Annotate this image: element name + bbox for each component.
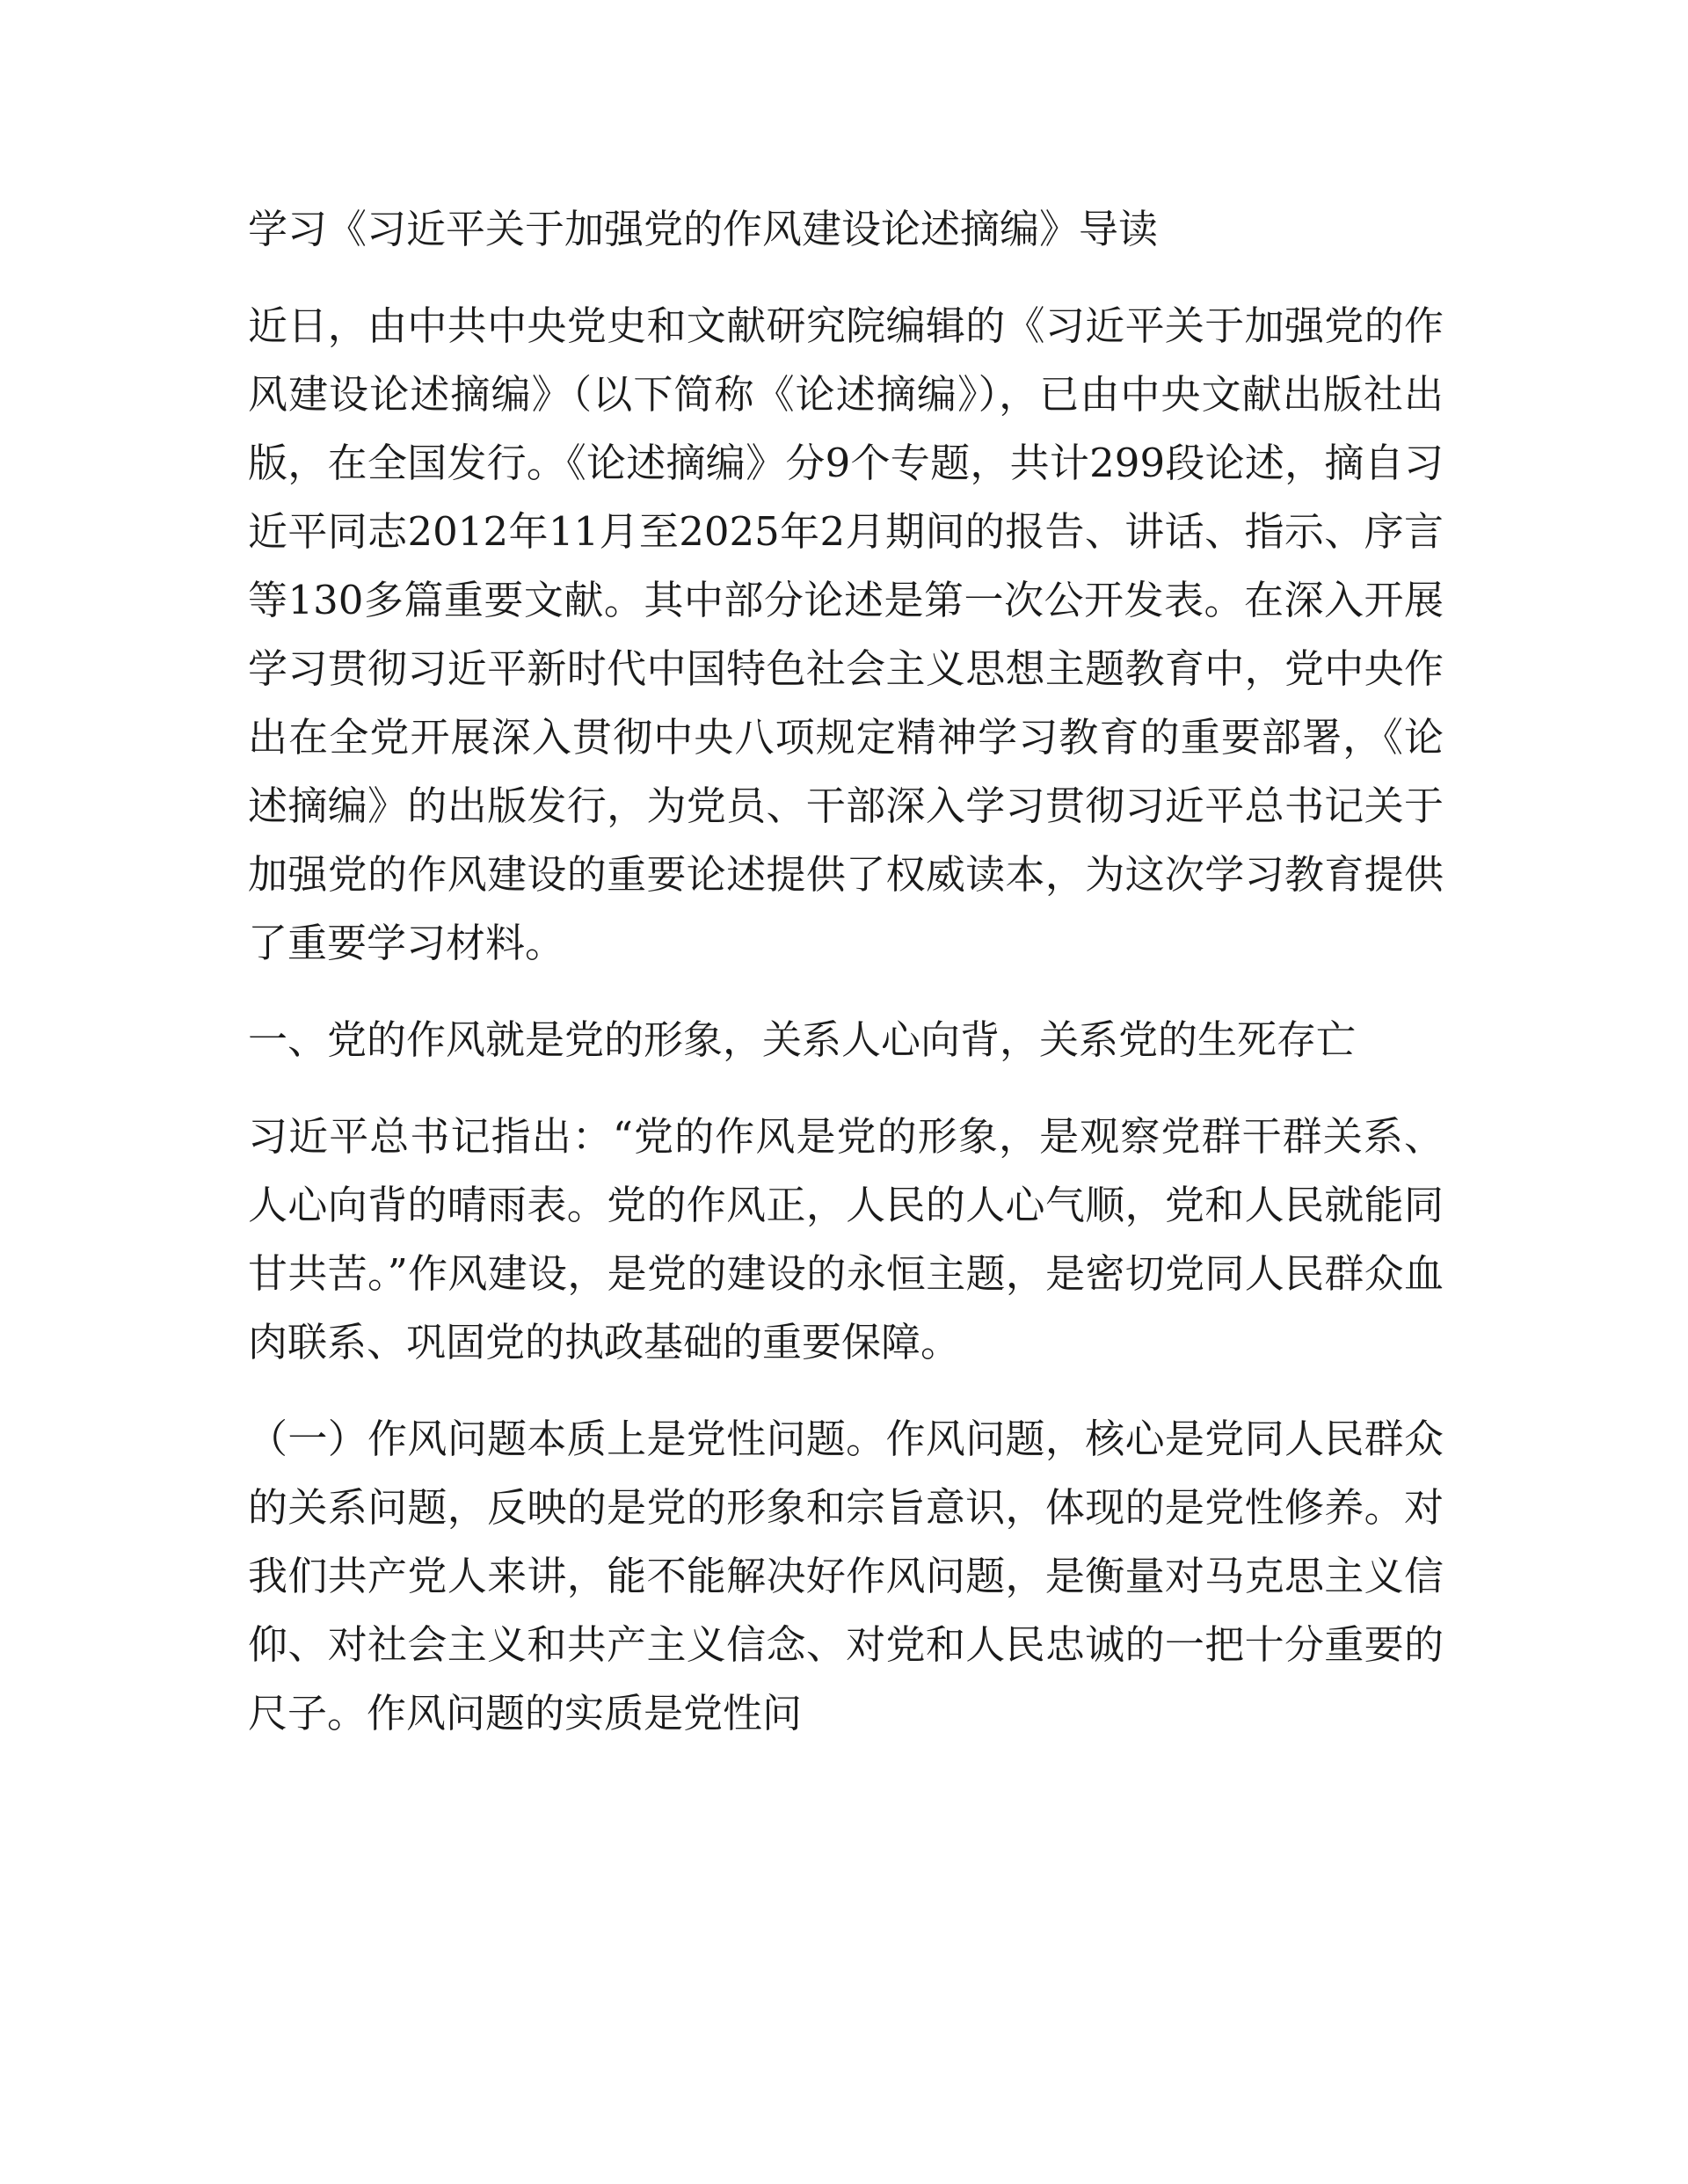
section-heading-1: 一、党的作风就是党的形象，关系人心向背，关系党的生死存亡: [248, 1016, 1357, 1063]
document-title: 学习《习近平关于加强党的作风建设论述摘编》导读: [248, 206, 1159, 252]
intro-paragraph: 近日，由中共中央党史和文献研究院编辑的《习近平关于加强党的作风建设论述摘编》（以下简称《论述摘编》），已由中央文献出版社出版，在全国发行。《论述摘编》分9个专题，共计299段论述，摘自习近平同志2012年11月至2025年2月期间的报告、讲话、指示、序言等130多篇重要文献。其中部分论述是第一次公开发表。在深入开展学习贯彻习近平新时代中国特色社会主义思想主题教育中，党中央作出在全党开展深入贯彻中央八项规定精神学习教育的重要部署，《论述摘编》的出版发行，为党员、干部深入学习贯彻习近平总书记关于加强党的作风建设的重要论述提供了权威读本，为这次学习教育提供了重要学习材料。: [248, 302, 1444, 966]
section1-paragraph-2: （一）作风问题本质上是党性问题。作风问题，核心是党同人民群众的关系问题，反映的是党的形象和宗旨意识，体现的是党性修养。对我们共产党人来讲，能不能解决好作风问题，是衡量对马克思主义信仰、对社会主义和共产主义信念、对党和人民忠诚的一把十分重要的尺子。作风问题的实质是党性问: [248, 1416, 1444, 1736]
section1-paragraph-1: 习近平总书记指出：“党的作风是党的形象，是观察党群干群关系、人心向背的晴雨表。党的作风正，人民的人心气顺，党和人民就能同甘共苦。”作风建设，是党的建设的永恒主题，是密切党同人民群众血肉联系、巩固党的执政基础的重要保障。: [248, 1113, 1444, 1365]
document-page: [248, 195, 1444, 1748]
